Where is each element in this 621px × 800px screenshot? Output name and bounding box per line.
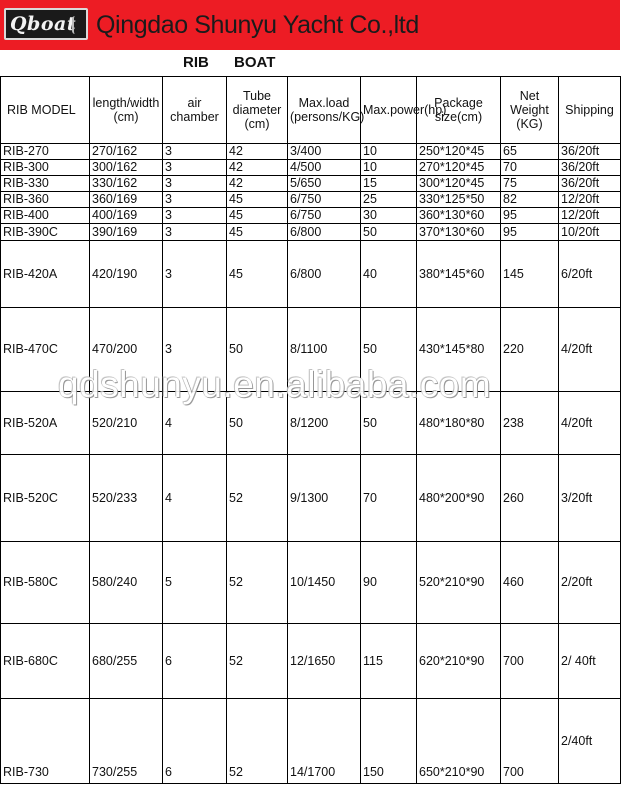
cell-net-weight: 95 xyxy=(501,224,559,241)
cell-tube-diameter: 42 xyxy=(227,176,288,192)
cell-air-chamber: 3 xyxy=(163,160,227,176)
cell-max-load: 6/800 xyxy=(288,241,361,308)
cell-shipping: 4/20ft xyxy=(559,308,621,392)
cell-model: RIB-520A xyxy=(1,392,90,455)
cell-shipping: 12/20ft xyxy=(559,192,621,208)
cell-max-power: 50 xyxy=(361,392,417,455)
cell-model: RIB-520C xyxy=(1,455,90,542)
cell-net-weight: 70 xyxy=(501,160,559,176)
cell-tube-diameter: 45 xyxy=(227,224,288,241)
cell-air-chamber: 4 xyxy=(163,392,227,455)
cell-net-weight: 82 xyxy=(501,192,559,208)
cell-model: RIB-390C xyxy=(1,224,90,241)
cell-max-load: 3/400 xyxy=(288,144,361,160)
col-header-tube-diameter: Tube diameter (cm) xyxy=(227,77,288,144)
cell-length-width: 420/190 xyxy=(90,241,163,308)
table-row xyxy=(1,241,621,308)
cell-max-power: 25 xyxy=(361,192,417,208)
cell-package-size: 520*210*90 xyxy=(417,542,501,624)
cell-air-chamber: 3 xyxy=(163,208,227,224)
cell-net-weight: 95 xyxy=(501,208,559,224)
cell-length-width: 390/169 xyxy=(90,224,163,241)
cell-length-width: 520/210 xyxy=(90,392,163,455)
cell-package-size: 620*210*90 xyxy=(417,624,501,699)
cell-max-load: 5/650 xyxy=(288,176,361,192)
cell-net-weight: 700 xyxy=(501,624,559,699)
header-banner xyxy=(0,0,620,50)
cell-package-size: 480*180*80 xyxy=(417,392,501,455)
cell-shipping: 3/20ft xyxy=(559,455,621,542)
cell-length-width: 360/169 xyxy=(90,192,163,208)
cell-length-width: 470/200 xyxy=(90,308,163,392)
cell-package-size: 650*210*90 xyxy=(417,699,501,784)
table-row xyxy=(1,208,621,224)
cell-air-chamber: 6 xyxy=(163,699,227,784)
cell-length-width: 330/162 xyxy=(90,176,163,192)
cell-model: RIB-730 xyxy=(1,699,90,784)
table-row xyxy=(1,144,621,160)
cell-tube-diameter: 52 xyxy=(227,455,288,542)
col-header-net-weight: Net Weight (KG) xyxy=(501,77,559,144)
col-header-air-chamber: air chamber xyxy=(163,77,227,144)
table-row xyxy=(1,624,621,699)
cell-net-weight: 460 xyxy=(501,542,559,624)
col-header-length-width: length/width (cm) xyxy=(90,77,163,144)
cell-package-size: 360*130*60 xyxy=(417,208,501,224)
cell-max-power: 70 xyxy=(361,455,417,542)
table-header-row xyxy=(1,77,621,144)
cell-shipping: 4/20ft xyxy=(559,392,621,455)
cell-net-weight: 75 xyxy=(501,176,559,192)
cell-max-power: 50 xyxy=(361,308,417,392)
col-header-model: RIB MODEL xyxy=(1,77,90,144)
logo-text: Qboat xyxy=(10,13,77,35)
qboat-logo xyxy=(4,8,88,40)
cell-net-weight: 220 xyxy=(501,308,559,392)
cell-shipping: 2/ 40ft xyxy=(559,624,621,699)
cell-length-width: 270/162 xyxy=(90,144,163,160)
cell-length-width: 730/255 xyxy=(90,699,163,784)
cell-length-width: 680/255 xyxy=(90,624,163,699)
cell-air-chamber: 3 xyxy=(163,176,227,192)
cell-max-load: 6/750 xyxy=(288,208,361,224)
cell-shipping: 36/20ft xyxy=(559,144,621,160)
subtitle-boat: BOAT xyxy=(234,54,276,71)
col-header-shipping: Shipping xyxy=(559,77,621,144)
cell-tube-diameter: 52 xyxy=(227,699,288,784)
cell-max-power: 50 xyxy=(361,224,417,241)
table-row xyxy=(1,160,621,176)
table-row xyxy=(1,176,621,192)
cell-max-power: 15 xyxy=(361,176,417,192)
cell-max-load: 8/1100 xyxy=(288,308,361,392)
col-header-max-power: Max.power(hp) xyxy=(361,77,417,144)
cell-model: RIB-420A xyxy=(1,241,90,308)
col-header-max-load: Max.load (persons/KG) xyxy=(288,77,361,144)
cell-package-size: 250*120*45 xyxy=(417,144,501,160)
cell-shipping: 6/20ft xyxy=(559,241,621,308)
cell-max-load: 4/500 xyxy=(288,160,361,176)
cell-tube-diameter: 52 xyxy=(227,624,288,699)
cell-air-chamber: 3 xyxy=(163,224,227,241)
table-row xyxy=(1,542,621,624)
cell-model: RIB-470C xyxy=(1,308,90,392)
cell-max-load: 9/1300 xyxy=(288,455,361,542)
table-row xyxy=(1,192,621,208)
cell-tube-diameter: 45 xyxy=(227,192,288,208)
logo-mark-icon xyxy=(72,16,80,34)
cell-net-weight: 238 xyxy=(501,392,559,455)
cell-air-chamber: 3 xyxy=(163,192,227,208)
cell-air-chamber: 3 xyxy=(163,308,227,392)
cell-tube-diameter: 50 xyxy=(227,308,288,392)
cell-length-width: 520/233 xyxy=(90,455,163,542)
table-row xyxy=(1,224,621,241)
cell-max-power: 30 xyxy=(361,208,417,224)
cell-max-power: 150 xyxy=(361,699,417,784)
cell-package-size: 380*145*60 xyxy=(417,241,501,308)
table-row xyxy=(1,699,621,784)
cell-max-power: 40 xyxy=(361,241,417,308)
cell-model: RIB-400 xyxy=(1,208,90,224)
company-name: Qingdao Shunyu Yacht Co.,ltd xyxy=(96,11,419,39)
cell-package-size: 480*200*90 xyxy=(417,455,501,542)
cell-shipping: 12/20ft xyxy=(559,208,621,224)
rib-spec-table xyxy=(0,76,621,784)
cell-tube-diameter: 45 xyxy=(227,208,288,224)
cell-air-chamber: 4 xyxy=(163,455,227,542)
cell-max-load: 12/1650 xyxy=(288,624,361,699)
cell-package-size: 300*120*45 xyxy=(417,176,501,192)
cell-tube-diameter: 42 xyxy=(227,144,288,160)
cell-air-chamber: 5 xyxy=(163,542,227,624)
table-subtitle xyxy=(0,50,620,77)
cell-net-weight: 65 xyxy=(501,144,559,160)
cell-model: RIB-680C xyxy=(1,624,90,699)
cell-net-weight: 260 xyxy=(501,455,559,542)
cell-tube-diameter: 45 xyxy=(227,241,288,308)
subtitle-rib: RIB xyxy=(183,54,209,71)
cell-net-weight: 145 xyxy=(501,241,559,308)
cell-air-chamber: 3 xyxy=(163,144,227,160)
cell-max-power: 115 xyxy=(361,624,417,699)
cell-max-load: 8/1200 xyxy=(288,392,361,455)
table-row xyxy=(1,455,621,542)
cell-max-power: 10 xyxy=(361,160,417,176)
cell-air-chamber: 6 xyxy=(163,624,227,699)
cell-max-power: 90 xyxy=(361,542,417,624)
cell-tube-diameter: 50 xyxy=(227,392,288,455)
cell-length-width: 300/162 xyxy=(90,160,163,176)
cell-length-width: 400/169 xyxy=(90,208,163,224)
cell-package-size: 430*145*80 xyxy=(417,308,501,392)
cell-length-width: 580/240 xyxy=(90,542,163,624)
cell-package-size: 270*120*45 xyxy=(417,160,501,176)
cell-shipping: 10/20ft xyxy=(559,224,621,241)
cell-max-power: 10 xyxy=(361,144,417,160)
cell-model: RIB-270 xyxy=(1,144,90,160)
cell-max-load: 14/1700 xyxy=(288,699,361,784)
cell-package-size: 370*130*60 xyxy=(417,224,501,241)
cell-air-chamber: 3 xyxy=(163,241,227,308)
cell-model: RIB-580C xyxy=(1,542,90,624)
cell-tube-diameter: 52 xyxy=(227,542,288,624)
cell-max-load: 6/750 xyxy=(288,192,361,208)
cell-shipping: 2/40ft xyxy=(559,699,621,784)
cell-model: RIB-330 xyxy=(1,176,90,192)
cell-model: RIB-300 xyxy=(1,160,90,176)
cell-shipping: 36/20ft xyxy=(559,160,621,176)
cell-shipping: 2/20ft xyxy=(559,542,621,624)
cell-max-load: 6/800 xyxy=(288,224,361,241)
cell-model: RIB-360 xyxy=(1,192,90,208)
cell-package-size: 330*125*50 xyxy=(417,192,501,208)
cell-max-load: 10/1450 xyxy=(288,542,361,624)
cell-tube-diameter: 42 xyxy=(227,160,288,176)
col-header-package-size: Package size(cm) xyxy=(417,77,501,144)
table-row xyxy=(1,308,621,392)
table-row xyxy=(1,392,621,455)
cell-net-weight: 700 xyxy=(501,699,559,784)
cell-shipping: 36/20ft xyxy=(559,176,621,192)
site-watermark: qdshunyu.en.alibaba.com xyxy=(58,364,492,405)
